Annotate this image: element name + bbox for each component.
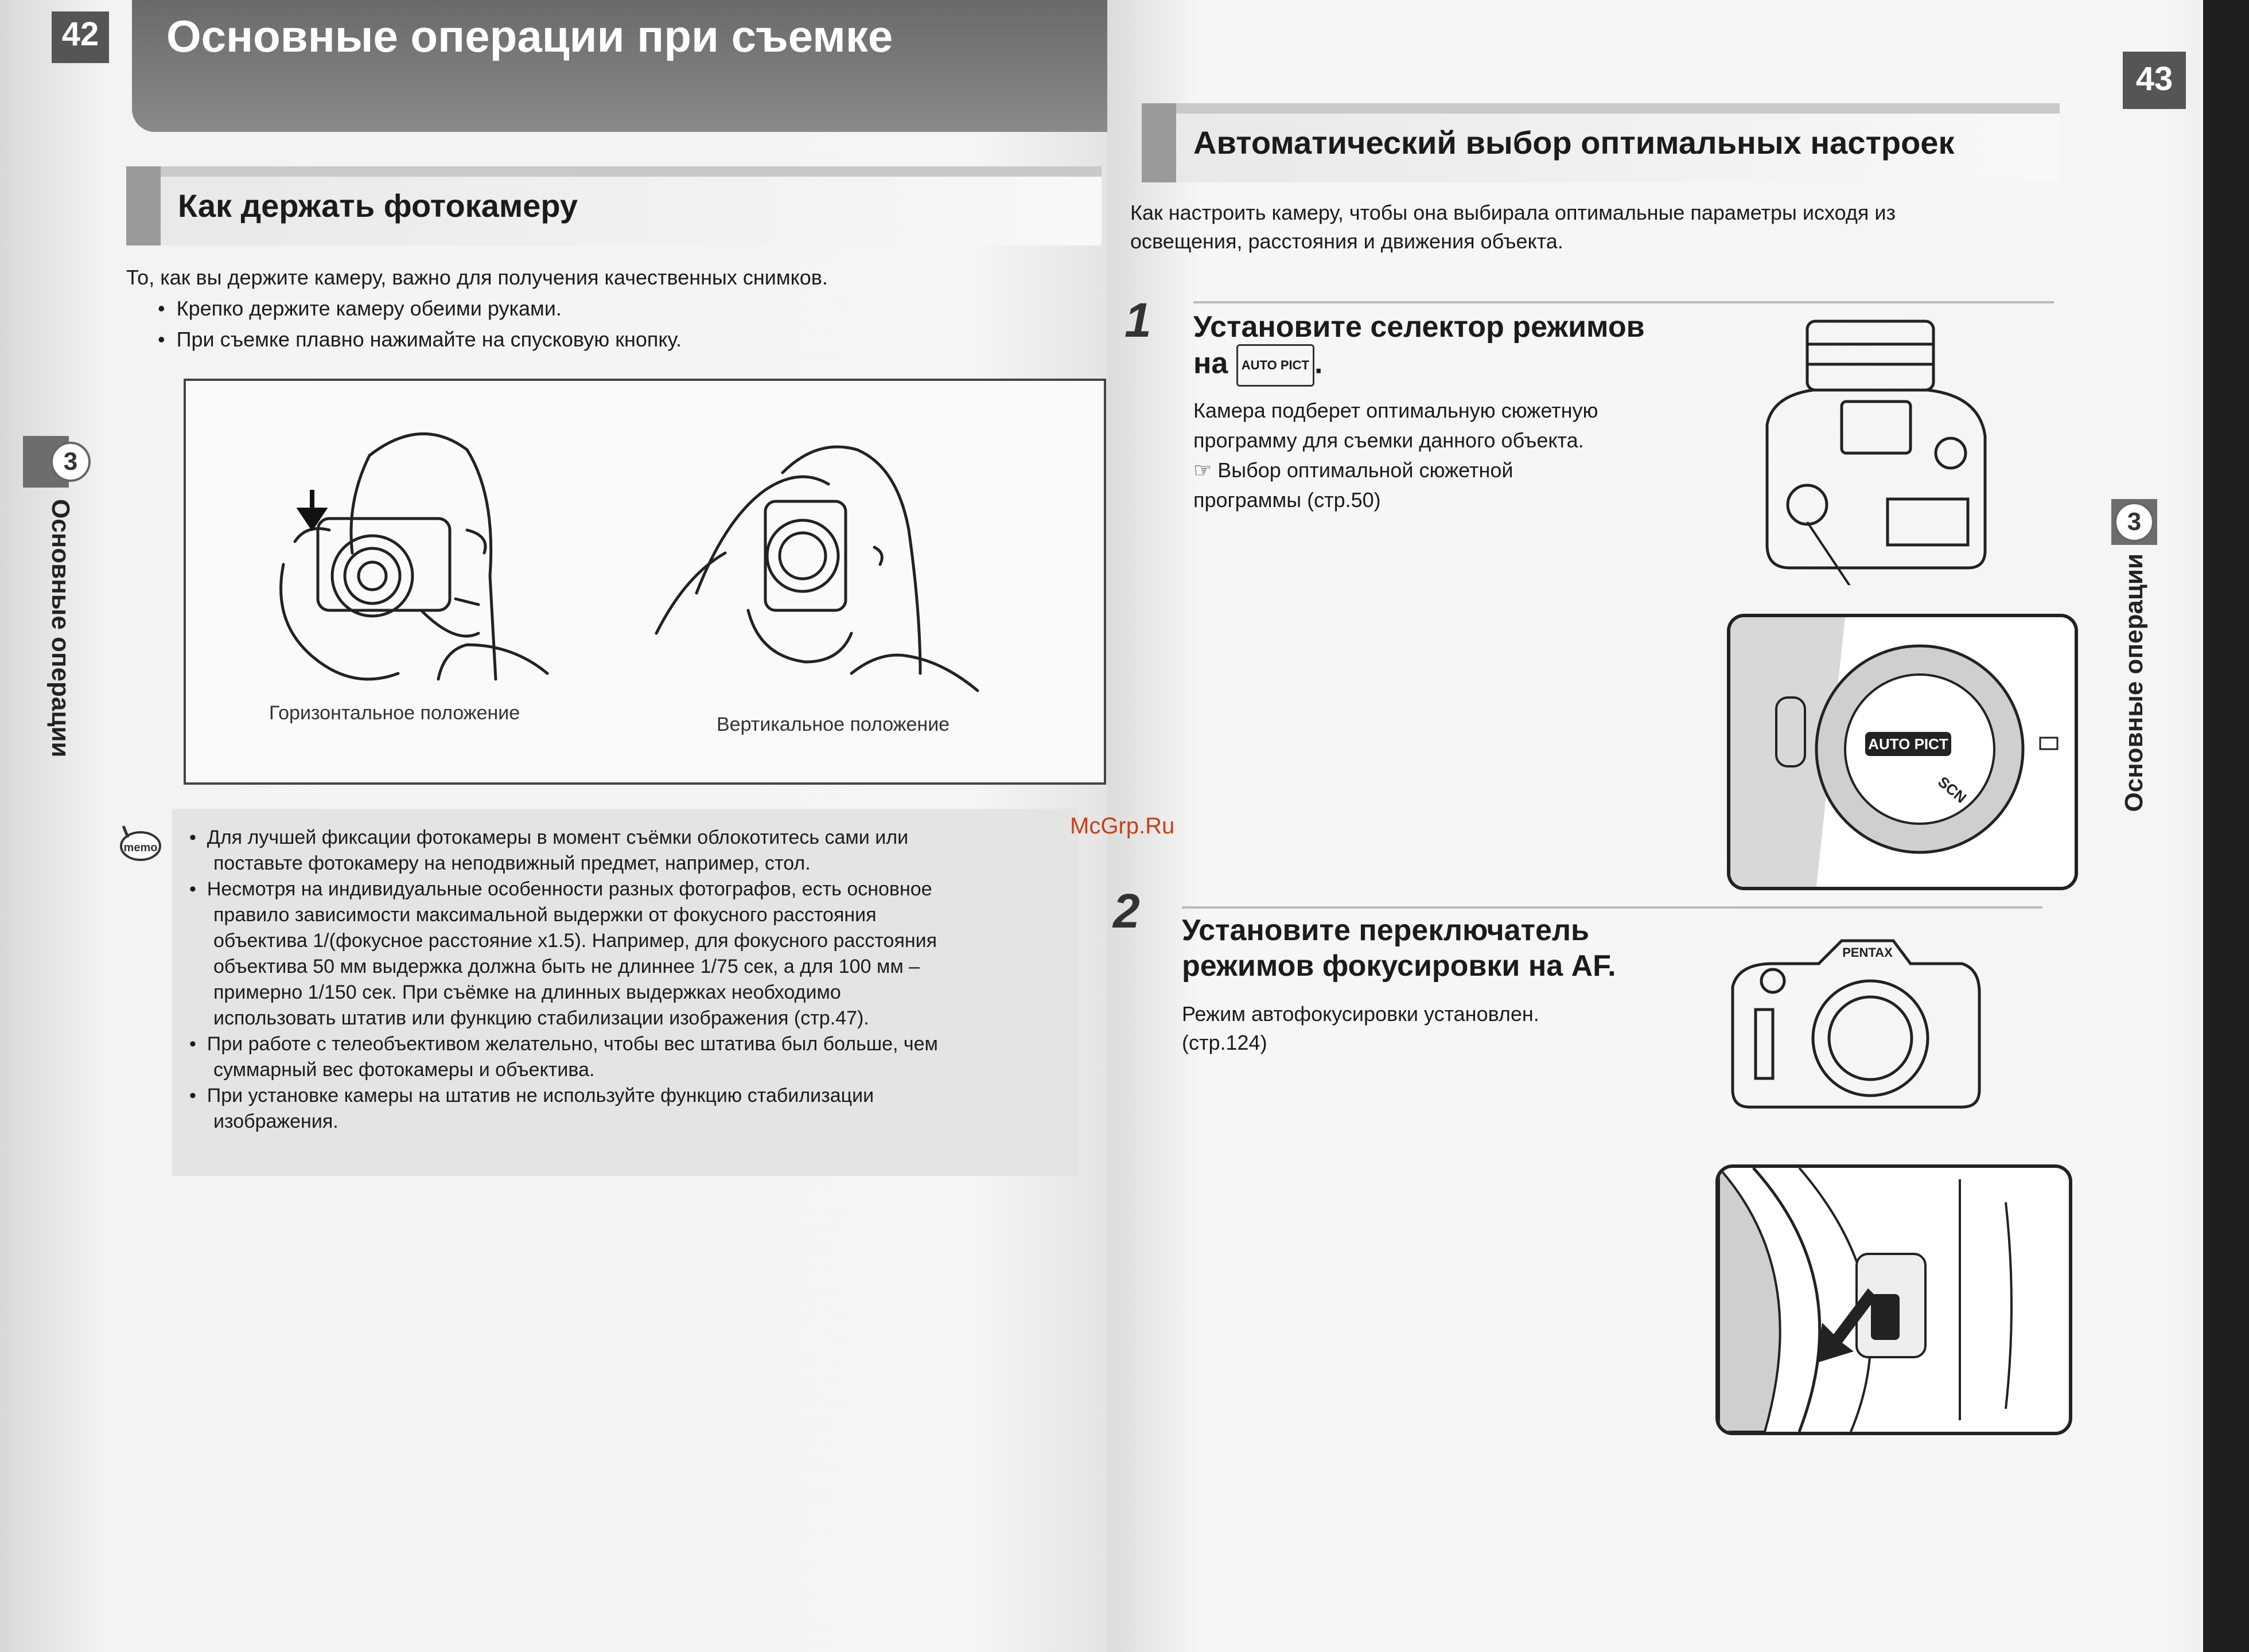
bullet-1-text: Крепко держите камеру обеими руками. [176,297,562,320]
memo-line: суммарный вес фотокамеры и объектива. [213,1059,595,1081]
step-1-rule [1193,301,2054,303]
left-page [0,0,1107,1652]
section-title-holding: Как держать фотокамеру [178,188,578,224]
section-bar-auto [1142,103,2060,182]
step-2-title: Установите переключатель [1182,914,1589,947]
step-2-number: 2 [1113,884,1140,938]
memo-box [172,809,1079,1176]
bullet-2-text: При съемке плавно нажимайте на спусковую кнопку. [176,328,682,351]
chapter-number-badge: 3 [2114,502,2154,542]
caption-vertical: Вертикальное положение [717,714,950,735]
intro-text: То, как вы держите камеру, важно для получения качественных снимков. [126,266,828,289]
step-2-body-1: Режим автофокусировки установлен. [1182,1002,1539,1026]
memo-line: правило зависимости максимальной выдержки от фокусного расстояния [213,904,877,926]
step-1-number: 1 [1124,293,1151,347]
right-page [1107,0,2249,1652]
chapter-number-badge: 3 [50,442,91,482]
focus-switch-closeup [1715,1164,2072,1435]
memo-line: объектива 1/(фокусное расстояние x1.5). Например, для фокусного расстояния [213,930,937,952]
step-1-title-prefix: на [1193,346,1228,380]
section-accent [126,166,161,246]
memo-line: • При работе с телеобъективом желательно, чтобы вес штатива был больше, чем [189,1033,938,1055]
watermark: McGrp.Ru [1070,813,1175,839]
step-1-body-1: Камера подберет оптимальную сюжетную [1193,399,1598,422]
step-1-title: Установите селектор режимов [1193,310,1645,344]
intro-line-2: освещения, расстояния и движения объекта. [1130,229,1563,253]
memo-line: • Несмотря на индивидуальные особенности разных фотографов, есть основное [189,878,932,900]
intro-line-1: Как настроить камеру, чтобы она выбирала оптимальные параметры исходя из [1130,201,1896,224]
memo-line-text: При работе с телеобъективом желательно, чтобы вес штатива был больше, чем [207,1033,938,1055]
camera-front-illustration [1721,929,1985,1124]
horizontal-hold-illustration [249,404,593,714]
vertical-hold-illustration [633,404,989,714]
memo-line-text: При установке камеры на штатив не используйте функцию стабилизации [207,1085,874,1106]
chapter-side-label: Основные операции [46,499,75,758]
memo-line-text: Для лучшей фиксации фотокамеры в момент съёмки облокотитесь сами или [207,827,909,848]
dial-scn-label: SCN [1935,773,1970,806]
left-page-number: 42 [61,15,99,53]
section-accent [1142,103,1176,182]
mode-dial-closeup [1727,614,2078,890]
holding-illustration-box [184,379,1106,785]
memo-icon-label: memo [123,841,158,854]
memo-line: примерно 1/150 сек. При съёмке на длинных выдержках необходимо [213,981,841,1003]
section-bar-holding [126,166,1102,246]
memo-line: изображения. [213,1111,338,1132]
step-1-title-suffix: . [1314,346,1323,380]
step-2-rule [1182,906,2042,909]
dial-autopict-label: AUTO PICT [1868,735,1948,753]
bullet-2: • При съемке плавно нажимайте на спусковую кнопку. [158,328,682,351]
chapter-side-label: Основные операции [2120,554,2148,812]
memo-line: • При установке камеры на штатив не используйте функцию стабилизации [189,1085,874,1106]
right-page-number: 43 [2135,60,2173,98]
chapter-header [132,0,1107,132]
autopict-badge: AUTO PICT [1236,344,1314,387]
chapter-title: Основные операции при съемке [166,11,893,61]
memo-line: поставьте фотокамеру на неподвижный предмет, например, стол. [213,852,811,874]
step-2-title-line2: режимов фокусировки на AF. [1182,949,1616,983]
step-1-title-line2 [1193,344,1322,387]
step-1-body-4: программы (стр.50) [1193,488,1381,512]
memo-line-text: Несмотря на индивидуальные особенности разных фотографов, есть основное [207,878,932,900]
step-1-body-2: программу для съемки данного объекта. [1193,428,1584,452]
section-title-auto: Автоматический выбор оптимальных настроек [1193,124,1955,161]
step-2-body-2: (стр.124) [1182,1031,1267,1054]
step-1-body-3: ☞ Выбор оптимальной сюжетной [1193,458,1513,482]
caption-horizontal: Горизонтальное положение [269,702,520,724]
bullet-1: • Крепко держите камеру обеими руками. [158,297,562,320]
right-page-edge [2203,0,2249,1652]
memo-line: использовать штатив или функцию стабилизации изображения (стр.47). [213,1007,869,1029]
memo-icon [112,820,164,866]
brand-label: PENTAX [1842,945,1893,960]
camera-top-illustration [1738,310,2014,585]
memo-line: объектива 50 мм выдержка должна быть не длиннее 1/75 сек, а для 100 мм – [213,956,920,977]
memo-line: • Для лучшей фиксации фотокамеры в момент съёмки облокотитесь сами или [189,827,909,848]
